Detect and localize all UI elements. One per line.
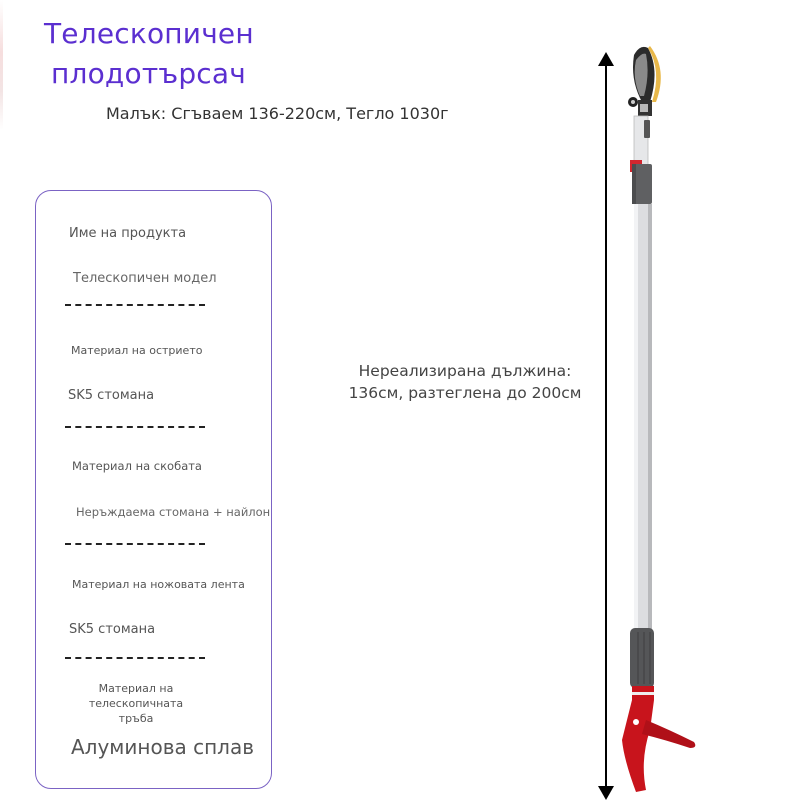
specs-card <box>35 190 272 789</box>
separator-1 <box>65 304 205 306</box>
trigger-handle-icon <box>622 686 695 792</box>
fruit-picker-product-image <box>620 40 720 800</box>
cutting-head-icon <box>628 46 661 116</box>
blade-material-label: Материал на острието <box>71 344 203 357</box>
product-name-value: Телескопичен модел <box>73 271 217 286</box>
separator-4 <box>65 657 205 659</box>
tube-material-value: Алуминова сплав <box>71 735 254 759</box>
tube-label-line-3: тръба <box>118 712 154 725</box>
tube-label-line-1: Материал на <box>98 682 174 695</box>
separator-3 <box>65 543 205 545</box>
decorative-edge <box>0 0 3 130</box>
tube-label-line-2: телескопичната <box>88 697 184 710</box>
size-weight-subtitle: Малък: Сгъваем 136-220см, Тегло 1030г <box>106 104 449 123</box>
product-name-label: Име на продукта <box>69 226 187 241</box>
length-note-line-1: Нереализирана дължина: <box>358 362 572 380</box>
length-note-line-2: 136см, разтеглена до 200см <box>348 384 582 402</box>
title-line-1: Телескопичен <box>44 17 254 50</box>
dimension-arrow-line <box>605 58 607 790</box>
arrow-down-icon <box>598 786 614 800</box>
separator-2 <box>65 426 205 428</box>
length-note <box>345 360 585 404</box>
saw-blade-material-value: SK5 стомана <box>69 622 156 637</box>
saw-blade-material-label: Материал на ножовата лента <box>72 578 245 591</box>
blade-material-value: SK5 стомана <box>68 388 155 403</box>
page-title <box>44 14 254 94</box>
title-line-2: плодотърсач <box>51 57 246 90</box>
bracket-material-label: Материал на скобата <box>72 459 202 473</box>
tube-material-label <box>76 681 196 726</box>
bracket-material-value: Неръждаема стомана + найлон <box>76 505 271 519</box>
